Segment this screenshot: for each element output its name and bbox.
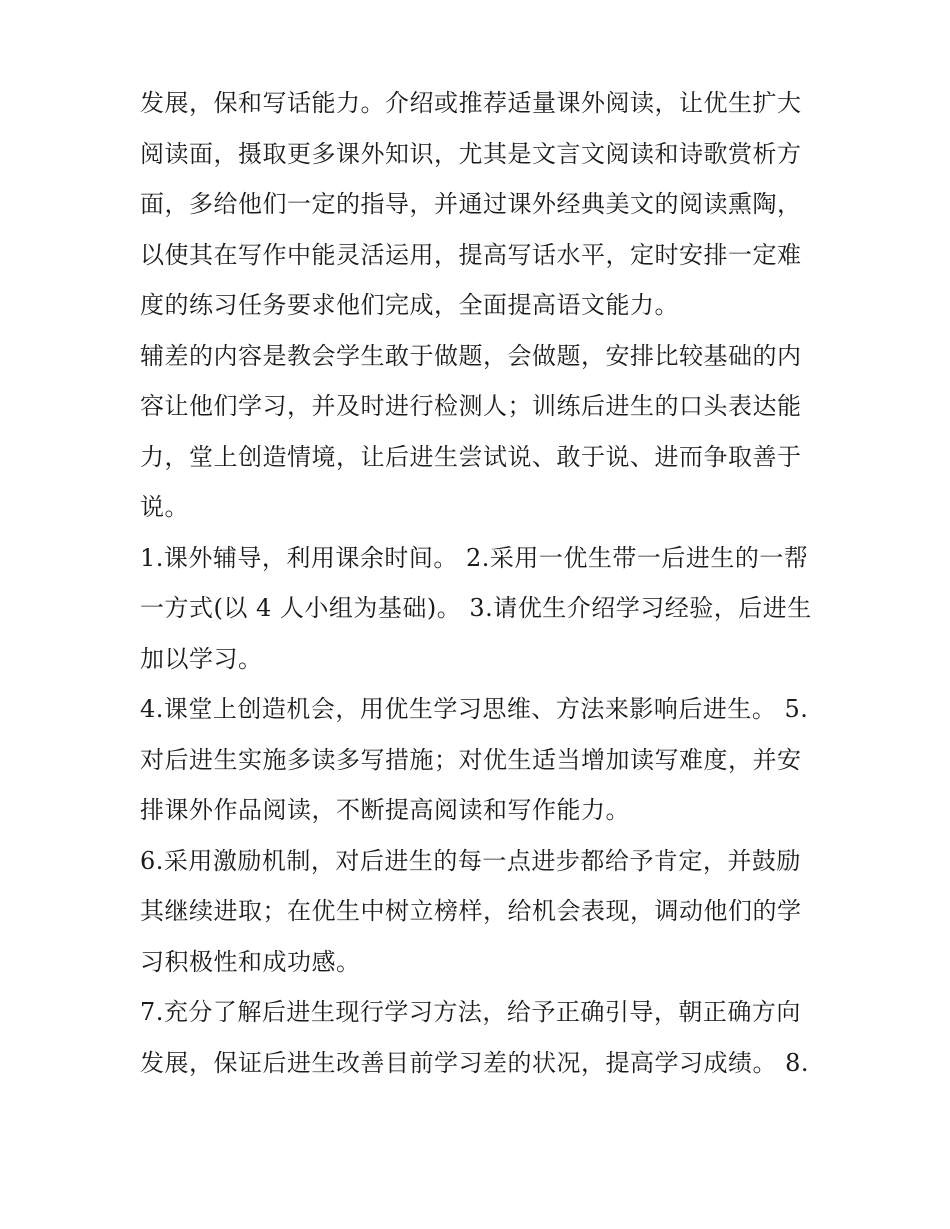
text-line: 加以学习。 [140, 644, 263, 673]
text-line: 说。 [140, 493, 189, 521]
text-line: 7.充分了解后进生现行学习方法，给予正确引导，朝正确方向 [140, 998, 801, 1026]
text-line: 容让他们学习，并及时进行检测人；训练后进生的口头表达能 [140, 392, 802, 420]
text-line: 发展，保和写话能力。介绍或推荐适量课外阅读，让优生扩大 [140, 89, 802, 117]
text-line: 1.课外辅导，利用课余时间。 2.采用一优生带一后进生的一帮 [140, 543, 809, 572]
text-line: 以使其在写作中能灵活运用，提高写话水平，定时安排一定难 [140, 240, 802, 269]
text-line: 阅读面，摄取更多课外知识，尤其是文言文阅读和诗歌赏析方 [140, 139, 802, 168]
text-line: 辅差的内容是教会学生敢于做题，会做题，安排比较基础的内 [140, 341, 802, 370]
text-line: 4.课堂上创造机会，用优生学习思维、方法来影响后进生。 5. [140, 695, 809, 723]
document-body [140, 78, 820, 1088]
text-line: 度的练习任务要求他们完成，全面提高语文能力。 [140, 291, 679, 319]
text-line: 一方式(以 4 人小组为基础)。 3.请优生介绍学习经验，后进生 [140, 594, 812, 622]
text-line: 力，堂上创造情境，让后进生尝试说、敢于说、进而争取善于 [140, 442, 802, 471]
text-line: 习积极性和成功感。 [140, 947, 361, 976]
text-line: 面，多给他们一定的指导，并通过课外经典美文的阅读熏陶， [140, 190, 802, 218]
text-line: 排课外作品阅读，不断提高阅读和写作能力。 [140, 796, 630, 824]
text-line: 其继续进取；在优生中树立榜样，给机会表现，调动他们的学 [140, 897, 802, 925]
text-line: 6.采用激励机制，对后进生的每一点进步都给予肯定，并鼓励 [140, 846, 801, 875]
text-line: 发展，保证后进生改善目前学习差的状况，提高学习成绩。 8. [140, 1048, 810, 1077]
text-line: 对后进生实施多读多写措施；对优生适当增加读写难度，并安 [140, 745, 802, 774]
